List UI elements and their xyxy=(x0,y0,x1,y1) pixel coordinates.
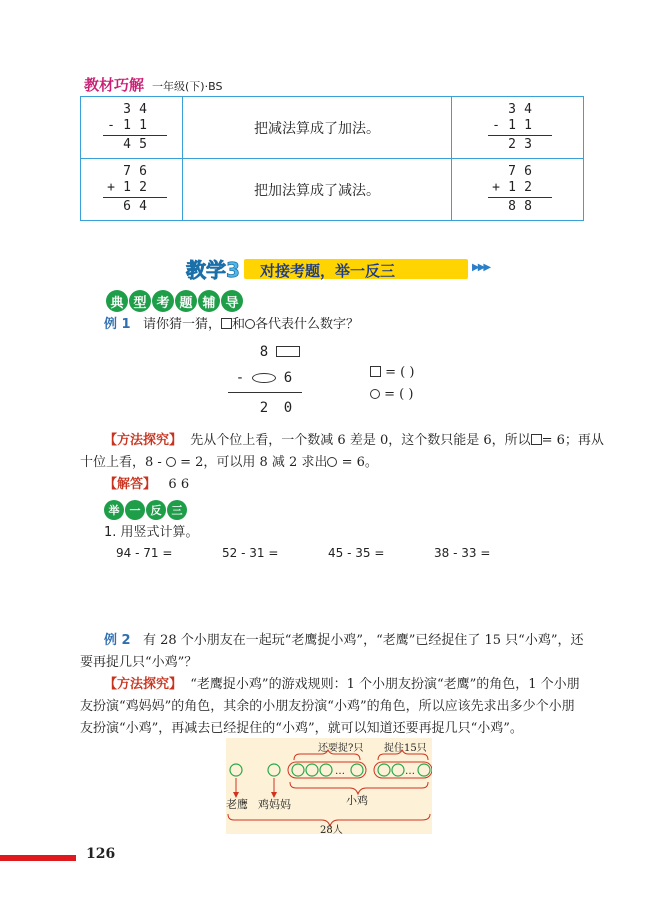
example2-method-cont: 友扮演“小鸡”，再减去已经捉住的“小鸡”，就可以知道还要再捉几只“小鸡”。 xyxy=(80,721,523,736)
practice-equation: 52 - 31 = xyxy=(222,546,279,560)
practice-equation: 45 - 35 = xyxy=(328,546,385,560)
example2-question: 例 2 有 28 个小朋友在一起玩“老鹰捉小鸡”，“老鹰”已经捉住了 15 只“小鸡”，还 xyxy=(104,633,584,648)
error-reason: 把减法算成了加法。 xyxy=(183,97,452,159)
circle-icon xyxy=(370,389,380,399)
chicken-game-diagram xyxy=(226,738,432,834)
caught-label: 捉住15只 xyxy=(384,743,427,754)
example2-method: 【方法探究】 “老鹰捉小鸡”的游戏规则：1 个小朋友扮演“老鹰”的角色，1 个小朋 xyxy=(104,677,580,692)
practice-question: 1. 用竖式计算。 xyxy=(104,525,199,540)
page-header xyxy=(84,74,222,95)
circle-icon xyxy=(166,457,176,467)
practice-equation: 38 - 33 = xyxy=(434,546,491,560)
grade-label: 一年级(下)·BS xyxy=(152,80,223,93)
book-title: 教材巧解 xyxy=(84,76,145,94)
example1-answer: 【解答】 6 6 xyxy=(104,477,190,492)
eagle-circle xyxy=(230,764,242,776)
arrows-icon: ▶▶▶ xyxy=(472,262,490,273)
error-reason: 把加法算成了减法。 xyxy=(183,159,452,221)
practice-equation: 94 - 71 = xyxy=(116,546,173,560)
example2-question-cont: 要再捉几只“小鸡”？ xyxy=(80,655,198,670)
vertical-calculation: 3 4 - 1 1 4 5 xyxy=(103,102,182,153)
total-label: 28人 xyxy=(320,825,343,834)
circle-icon xyxy=(327,457,337,467)
page-number: 126 xyxy=(86,846,116,862)
example1-method: 【方法探究】 先从个位上看，一个数减 6 差是 0，这个数只能是 6，所以 = 6；再从 xyxy=(104,433,604,448)
error-comparison-table xyxy=(80,96,584,221)
example1-answer-blanks: = ( ) = ( ) xyxy=(370,362,414,406)
example1-question: 例 1 请你猜一猜， 和 各代表什么数字？ xyxy=(104,317,360,332)
vertical-calculation: 7 6 + 1 2 8 8 xyxy=(488,164,583,215)
circle-icon xyxy=(245,319,255,329)
section-banner xyxy=(186,254,490,282)
example1-method-cont: 十位上看，8 - = 2，可以用 8 减 2 求出 = 6。 xyxy=(80,455,378,470)
eagle-label: 老鹰 xyxy=(226,798,248,811)
section-label-practice: 举 一 反 三 xyxy=(104,500,187,520)
dots-text: … xyxy=(335,766,345,777)
need-label: 还要捉?只 xyxy=(318,743,364,754)
square-icon xyxy=(531,434,542,445)
diagram-svg xyxy=(226,738,432,834)
page-footer-bar xyxy=(0,855,76,861)
correct-calc-cell xyxy=(452,97,584,159)
section-label-typical: 典 型 考 题 辅 导 xyxy=(106,290,243,312)
correct-calc-cell xyxy=(452,159,584,221)
banner-title: 对接考题，举一反三 xyxy=(260,262,396,280)
vertical-calculation: 3 4 - 1 1 2 3 xyxy=(488,102,583,153)
vertical-calculation: 7 6 + 1 2 6 4 xyxy=(103,164,182,215)
banner-key: 教学3 xyxy=(186,258,240,282)
square-icon xyxy=(221,318,232,329)
table-row xyxy=(81,159,584,221)
hen-circle xyxy=(268,764,280,776)
wrong-calc-cell xyxy=(81,97,183,159)
chicks-label: 小鸡 xyxy=(346,794,368,807)
hen-label: 鸡妈妈 xyxy=(258,798,291,811)
circle-icon xyxy=(252,373,276,383)
square-icon xyxy=(370,366,381,377)
wrong-calc-cell xyxy=(81,159,183,221)
example2-method-cont: 友扮演“鸡妈妈”的角色，其余的小朋友扮演“小鸡”的角色，所以应该先求出多少个小朋 xyxy=(80,699,575,714)
square-icon xyxy=(276,346,300,357)
table-row xyxy=(81,97,584,159)
svg-text:…: … xyxy=(405,766,415,777)
